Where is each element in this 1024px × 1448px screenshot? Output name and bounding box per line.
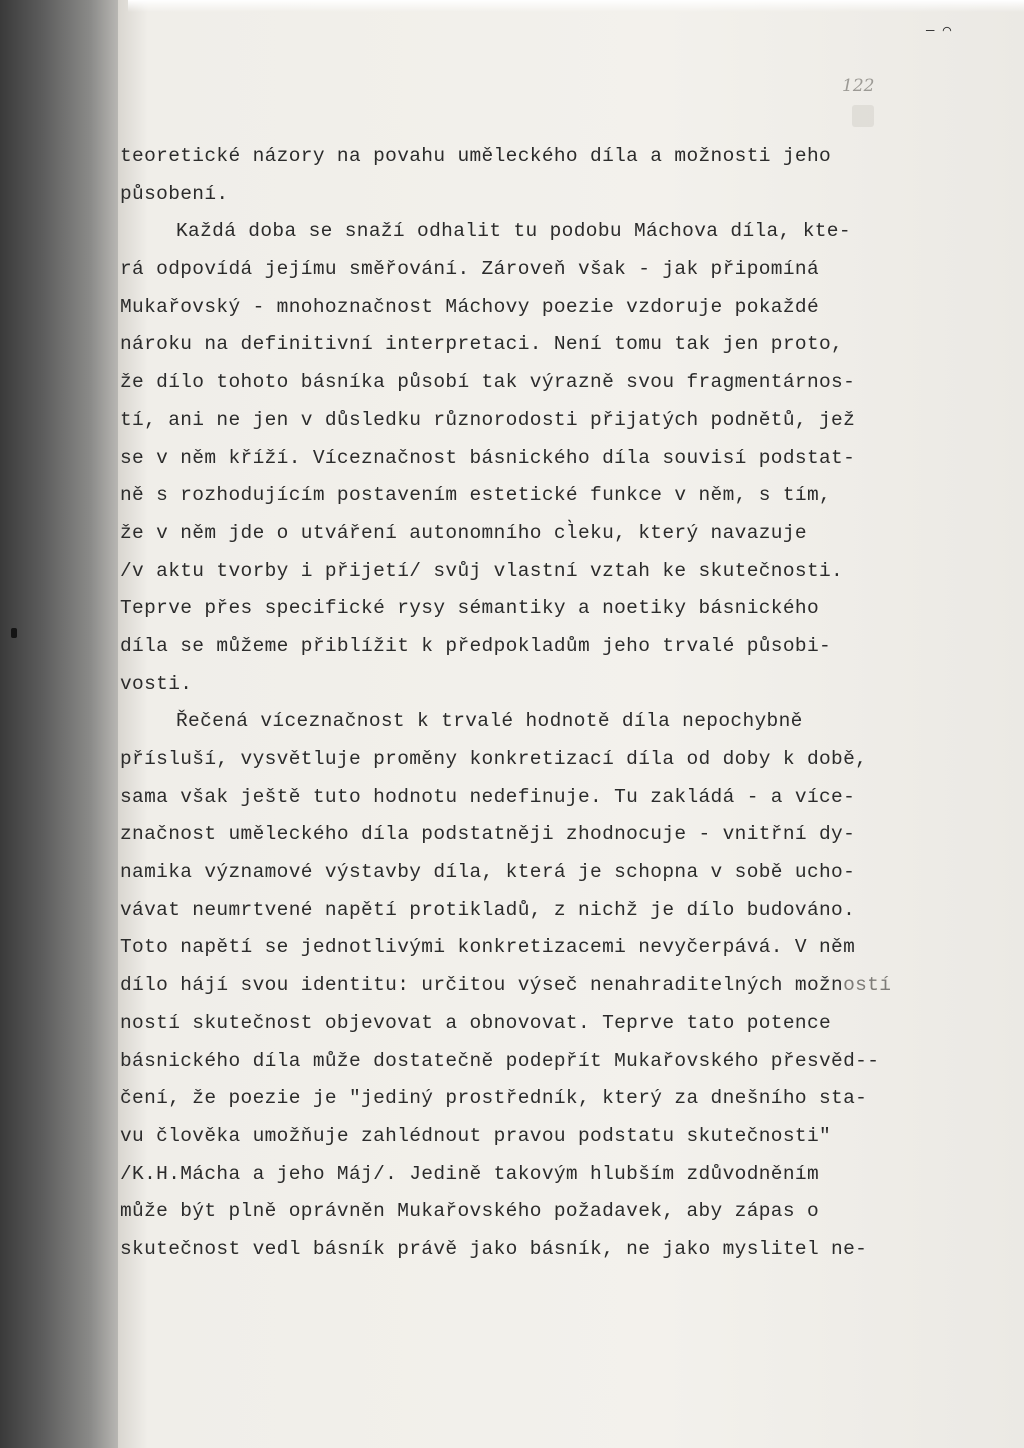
text-line-content: přísluší, vysvětluje proměny konkretizací díla od doby k době,	[120, 748, 868, 770]
body-text	[120, 138, 950, 1269]
text-line	[120, 364, 950, 402]
text-line	[120, 1043, 950, 1081]
text-line	[120, 741, 950, 779]
text-line-content: Teprve přes specifické rysy sémantiky a noetiky básnického	[120, 597, 820, 620]
text-line	[120, 326, 950, 364]
text-line-content: působení.	[120, 182, 229, 205]
text-line-content: tí, ani ne jen v důsledku různorodosti přijatých podnětů, jež	[120, 408, 856, 431]
punch-hole	[11, 628, 17, 638]
text-line-content: Řečená víceznačnost k trvalé hodnotě díla nepochybně	[176, 710, 803, 733]
text-line-content: se v něm kříží. Víceznačnost básnického díla souvisí podstat-	[120, 446, 856, 469]
text-line	[120, 892, 950, 930]
margin-correction: ostí	[843, 974, 892, 997]
text-line-content: Každá doba se snaží odhalit tu podobu Máchova díla, kte-	[176, 220, 851, 243]
text-line	[120, 251, 950, 289]
text-line-content: teoretické názory na povahu uměleckého díla a možnosti jeho	[120, 145, 832, 167]
text-line	[120, 1080, 950, 1118]
text-line-content: /v aktu tvorby i přijetí/ svůj vlastní vztah ke skutečnosti.	[120, 559, 844, 582]
text-line	[120, 628, 950, 666]
text-line	[120, 176, 950, 214]
text-line-content: sama však ještě tuto hodnotu nedefinuje. Tu zakládá - a více-	[120, 785, 856, 808]
text-line	[120, 515, 950, 553]
text-line-content: vu člověka umožňuje zahlédnout pravou podstatu skutečnosti"	[120, 1124, 832, 1147]
text-line-content: vosti.	[120, 672, 193, 695]
text-line-content: rá odpovídá jejímu směřování. Zároveň však - jak připomíná	[120, 258, 820, 281]
text-line	[120, 553, 950, 591]
text-line	[120, 477, 950, 515]
text-line	[120, 1005, 950, 1043]
text-line	[120, 289, 950, 327]
text-line	[120, 1231, 950, 1269]
text-line-content: básnického díla může dostatečně podepřít Mukařovského přesvěd--	[120, 1049, 880, 1072]
text-line	[120, 1193, 950, 1231]
text-line	[120, 703, 950, 741]
scan-dark-edge	[0, 0, 128, 1448]
text-line	[120, 779, 950, 817]
text-line-content: nároku na definitivní interpretaci. Není tomu tak jen proto,	[120, 333, 844, 356]
text-line-content: může být plně oprávněn Mukařovského požadavek, aby zápas o	[120, 1200, 820, 1223]
text-line	[120, 590, 950, 628]
text-line-content: skutečnost vedl básník právě jako básník, ne jako myslitel ne-	[120, 1237, 868, 1260]
text-line	[120, 402, 950, 440]
text-line-content: /K.H.Mácha a jeho Máj/. Jedině takovým hlubším zdůvodněním	[120, 1162, 820, 1185]
page-top-edge	[128, 0, 1024, 12]
text-line	[120, 666, 950, 704]
text-line-content: že v něm jde o utváření autonomního cl̀eku, který navazuje	[120, 521, 807, 544]
text-line	[120, 440, 950, 478]
text-line	[120, 854, 950, 892]
text-line	[120, 1118, 950, 1156]
text-line-content: Toto napětí se jednotlivými konkretizacemi nevyčerpává. V něm	[120, 936, 856, 959]
text-line	[120, 967, 950, 1005]
corner-mark: — ⌒	[926, 23, 952, 39]
text-line-content: ností skutečnost objevovat a obnovovat. Teprve tato potence	[120, 1011, 832, 1034]
text-line-content: čení, že poezie je "jediný prostředník, který za dnešního sta-	[120, 1087, 868, 1110]
text-line-content: značnost uměleckého díla podstatněji zhodnocuje - vnitřní dy-	[120, 823, 856, 846]
text-line-content: namika významové výstavby díla, která je schopna v sobě ucho-	[120, 861, 856, 884]
text-line-content: díla se můžeme přiblížit k předpokladům jeho trvalé působi-	[120, 634, 832, 657]
text-line	[120, 213, 950, 251]
text-line	[120, 929, 950, 967]
text-line-content: dílo hájí svou identitu: určitou výseč nenahraditelných možn	[120, 974, 844, 997]
smudge-mark	[852, 105, 874, 127]
page-number: 122	[842, 76, 875, 96]
text-line-content: že dílo tohoto básníka působí tak výrazně svou fragmentárnos-	[120, 371, 856, 394]
text-line	[120, 816, 950, 854]
text-line	[120, 1156, 950, 1194]
text-line	[120, 138, 950, 176]
text-line-content: vávat neumrtvené napětí protikladů, z nichž je dílo budováno.	[120, 898, 856, 921]
text-line-content: ně s rozhodujícím postavením estetické funkce v něm, s tím,	[120, 484, 832, 507]
text-line-content: Mukařovský - mnohoznačnost Máchovy poezie vzdoruje pokaždé	[120, 295, 820, 318]
